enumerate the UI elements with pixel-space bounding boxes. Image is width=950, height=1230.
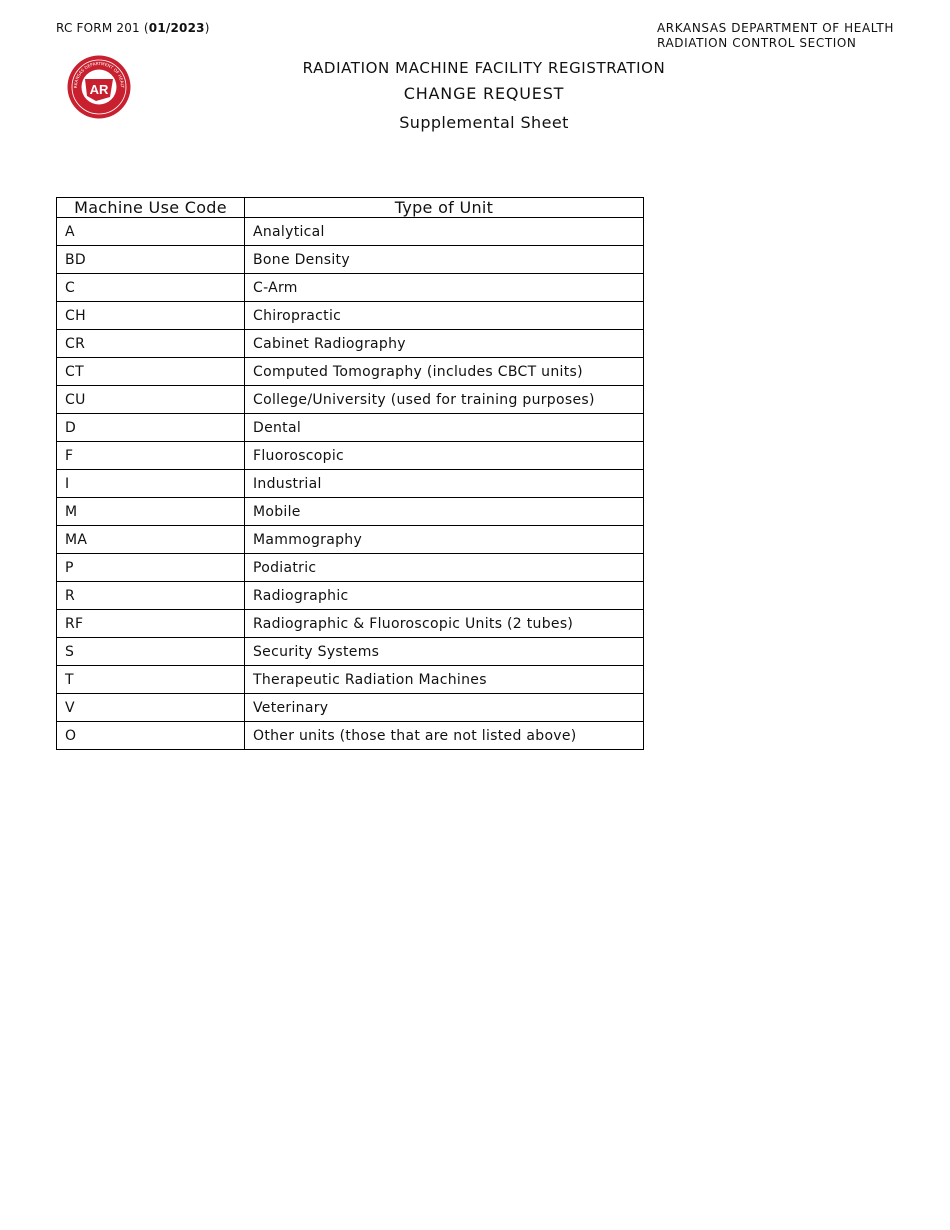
type-cell: Chiropractic <box>245 302 644 330</box>
table-row <box>57 498 644 526</box>
code-cell: CU <box>57 386 245 414</box>
table-row <box>57 302 644 330</box>
type-cell: Therapeutic Radiation Machines <box>245 666 644 694</box>
form-sheet-label: Supplemental Sheet <box>399 113 569 132</box>
form-subtitle: CHANGE REQUEST <box>403 84 565 103</box>
table-row <box>57 442 644 470</box>
code-cell: RF <box>57 610 245 638</box>
type-cell: Industrial <box>245 470 644 498</box>
code-cell: I <box>57 470 245 498</box>
column-header-type: Type of Unit <box>245 198 644 218</box>
type-cell: Radiographic <box>245 582 644 610</box>
code-cell: T <box>57 666 245 694</box>
table-row <box>57 526 644 554</box>
department-seal-logo <box>66 54 132 120</box>
table-row <box>57 274 644 302</box>
type-cell: Podiatric <box>245 554 644 582</box>
type-cell: Bone Density <box>245 246 644 274</box>
table-row <box>57 610 644 638</box>
type-cell: Analytical <box>245 218 644 246</box>
code-cell: D <box>57 414 245 442</box>
table-row <box>57 666 644 694</box>
type-cell: Computed Tomography (includes CBCT units) <box>245 358 644 386</box>
agency-line-1: ARKANSAS DEPARTMENT OF HEALTH <box>657 21 894 35</box>
type-cell: Veterinary <box>245 694 644 722</box>
table-row <box>57 246 644 274</box>
type-cell: Security Systems <box>245 638 644 666</box>
seal-monogram: AR <box>89 82 109 97</box>
code-cell: V <box>57 694 245 722</box>
type-cell: College/University (used for training purposes) <box>245 386 644 414</box>
code-cell: S <box>57 638 245 666</box>
type-cell: Mammography <box>245 526 644 554</box>
column-header-code: Machine Use Code <box>57 198 245 218</box>
type-cell: C-Arm <box>245 274 644 302</box>
table-row <box>57 358 644 386</box>
table-row <box>57 582 644 610</box>
form-id-prefix: RC FORM 201 ( <box>56 21 149 35</box>
type-cell: Radiographic & Fluoroscopic Units (2 tubes) <box>245 610 644 638</box>
table-header-row <box>57 198 644 218</box>
agency-line-2: RADIATION CONTROL SECTION <box>657 36 857 50</box>
form-title: RADIATION MACHINE FACILITY REGISTRATION <box>302 59 666 77</box>
code-cell: A <box>57 218 245 246</box>
table-row <box>57 470 644 498</box>
code-cell: C <box>57 274 245 302</box>
table-row <box>57 638 644 666</box>
code-cell: MA <box>57 526 245 554</box>
type-cell: Other units (those that are not listed above) <box>245 722 644 750</box>
form-title-block <box>284 58 684 137</box>
table-row <box>57 554 644 582</box>
code-cell: O <box>57 722 245 750</box>
machine-use-code-table <box>56 197 644 750</box>
type-cell: Fluoroscopic <box>245 442 644 470</box>
table-row <box>57 694 644 722</box>
table-row <box>57 386 644 414</box>
code-cell: R <box>57 582 245 610</box>
form-id-date: 01/2023 <box>148 21 205 35</box>
code-cell: CT <box>57 358 245 386</box>
code-cell: F <box>57 442 245 470</box>
agency-name <box>657 21 894 51</box>
form-id <box>56 21 210 35</box>
table-row <box>57 330 644 358</box>
table-row <box>57 414 644 442</box>
code-cell: CH <box>57 302 245 330</box>
code-cell: BD <box>57 246 245 274</box>
code-cell: CR <box>57 330 245 358</box>
type-cell: Cabinet Radiography <box>245 330 644 358</box>
form-id-suffix: ) <box>204 21 210 35</box>
table-row <box>57 218 644 246</box>
type-cell: Mobile <box>245 498 644 526</box>
table-row <box>57 722 644 750</box>
type-cell: Dental <box>245 414 644 442</box>
code-cell: P <box>57 554 245 582</box>
code-cell: M <box>57 498 245 526</box>
seal-ring-text: RKANSAS DEPARTMENT OF HEALT <box>72 60 126 89</box>
